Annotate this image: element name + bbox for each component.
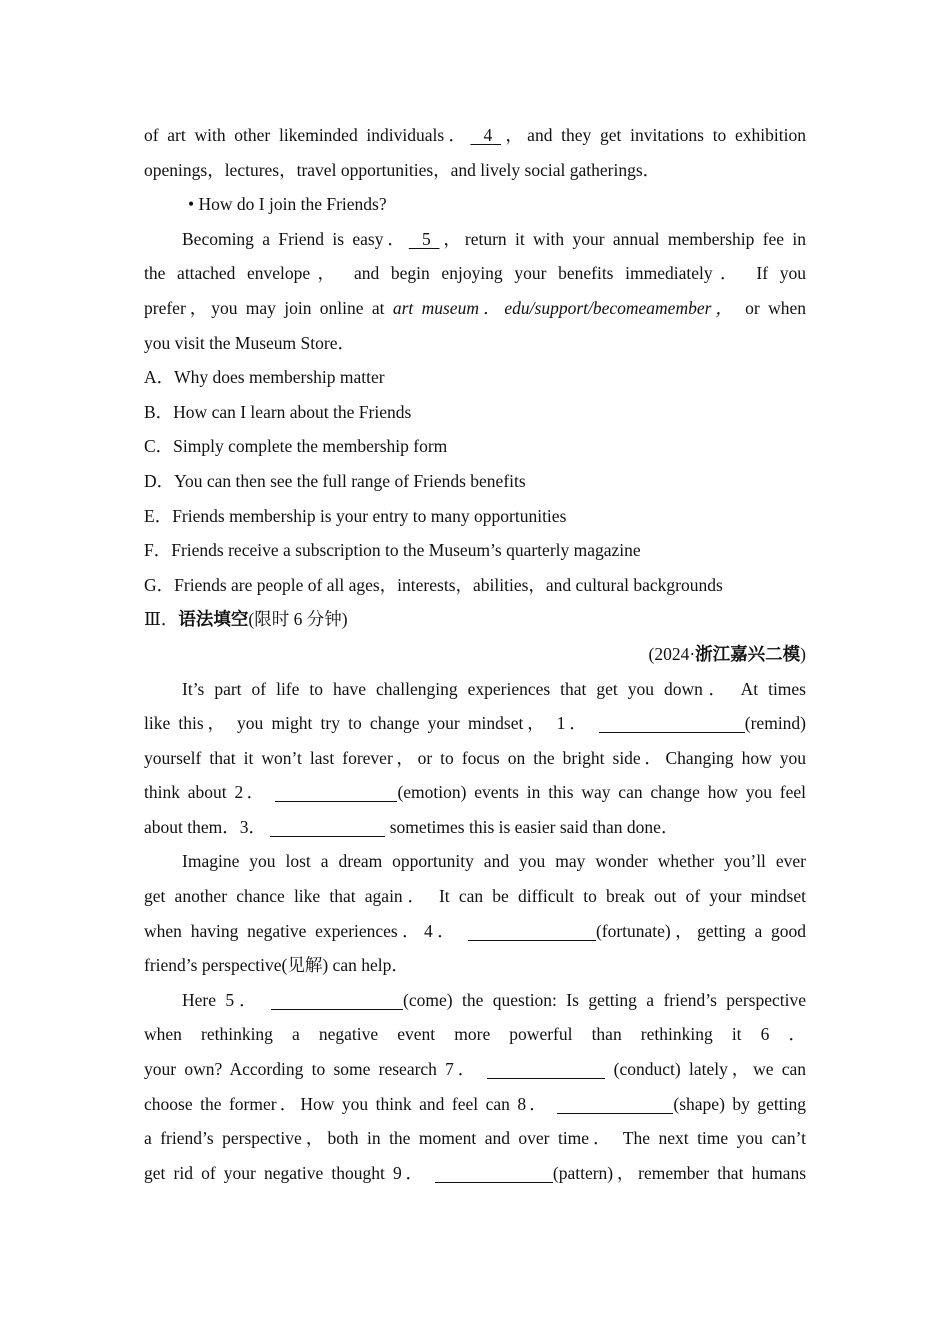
- text-run: It’s part of life to have challenging experiences that get you down． At times: [182, 678, 806, 699]
- passage-line: [144, 983, 806, 1018]
- passage-line: [144, 775, 806, 810]
- bullet-icon: •: [188, 194, 195, 215]
- source-exam: 浙江嘉兴二模: [695, 643, 801, 664]
- text-run: about them．3．: [144, 816, 266, 837]
- text-run: or when: [736, 297, 806, 318]
- text-run: (come) the question: Is getting a friend’s perspective: [403, 989, 806, 1010]
- text-run: you visit the Museum Store．: [144, 332, 355, 353]
- answer-blank-1[interactable]: [599, 712, 745, 733]
- text-run: (fortunate)，getting a good: [595, 920, 807, 941]
- option-a: A．Why does membership matter: [144, 367, 385, 388]
- text-run: ，return it with your annual membership fee in: [439, 228, 806, 249]
- text-run: openings，lectures，travel opportunities，and lively social gatherings．: [144, 159, 661, 180]
- answer-blank-4[interactable]: [468, 920, 596, 941]
- source-note: [144, 637, 806, 672]
- passage-line: [144, 810, 806, 845]
- text-run: Becoming a Friend is easy．: [182, 228, 409, 249]
- answer-blank-8[interactable]: [557, 1093, 673, 1114]
- option-b: B．How can I learn about the Friends: [144, 401, 412, 422]
- text-run: (pattern)，remember that humans: [552, 1162, 807, 1183]
- option-c: C．Simply complete the membership form: [144, 436, 448, 457]
- passage-line: [144, 672, 806, 707]
- text-run: get another chance like that again． It can be difficult to break out of your mindset: [144, 886, 806, 907]
- section-heading: [144, 602, 806, 637]
- text-run: like this， you might try to change your mindset， 1．: [144, 713, 591, 734]
- text-run: get rid of your negative thought 9．: [144, 1162, 427, 1183]
- source-close: ): [800, 643, 806, 664]
- passage-line: [144, 948, 806, 983]
- blank-number: 5: [421, 228, 431, 249]
- text-run: choose the former．How you think and feel can 8．: [144, 1093, 550, 1114]
- answer-blank-7[interactable]: [487, 1058, 605, 1079]
- passage-line: [144, 326, 806, 361]
- text-run: (remind): [744, 713, 807, 734]
- passage-line: [144, 118, 806, 153]
- bullet-text: How do I join the Friends?: [198, 194, 387, 215]
- passage-line: [144, 291, 806, 326]
- passage-line: [144, 1121, 806, 1156]
- text-run: when rethinking a negative event more powerful than rethinking it 6 ．: [144, 1024, 806, 1045]
- passage-line: [144, 256, 806, 291]
- passage-line: [144, 914, 806, 949]
- text-run: of art with other likeminded individuals．: [144, 125, 471, 145]
- section-number: Ⅲ．: [144, 609, 179, 630]
- answer-blank-9[interactable]: [435, 1162, 553, 1183]
- text-run: (shape) by getting: [673, 1093, 807, 1114]
- answer-blank-5: [409, 222, 440, 257]
- text-run: ，and they get invitations to exhibition: [501, 125, 806, 145]
- passage-line: [144, 879, 806, 914]
- passage-line: [144, 1087, 806, 1122]
- chinese-gloss: 见解: [287, 955, 323, 976]
- answer-blank-5[interactable]: [271, 989, 403, 1010]
- text-run: prefer，you may join online at: [144, 297, 393, 318]
- text-run: (conduct) lately，we can: [605, 1059, 807, 1080]
- text-run: ) can help．: [322, 955, 409, 976]
- text-run: think about 2．: [144, 782, 268, 803]
- passage-line: [144, 844, 806, 879]
- passage-line: [144, 222, 806, 257]
- text-run: sometimes this is easier said than done．: [385, 816, 679, 837]
- source-year: (2024·: [648, 643, 696, 664]
- section-title: 语法填空: [178, 609, 249, 630]
- text-run: (emotion) events in this way can change how you feel: [397, 782, 807, 803]
- option-g: G．Friends are people of all ages，interests，abilities，and cultural backgrounds: [144, 574, 723, 595]
- text-run: friend’s perspective(: [144, 955, 288, 976]
- option-e: E．Friends membership is your entry to many opportunities: [144, 505, 567, 526]
- answer-blank-3[interactable]: [270, 816, 385, 837]
- passage-line: [144, 1156, 806, 1191]
- text-run: the attached envelope， and begin enjoying your benefits immediately． If you: [144, 263, 806, 284]
- membership-url: art museum．edu/support/becomeamember，: [392, 297, 737, 318]
- time-limit: (限时 6 分钟): [248, 609, 348, 630]
- blank-number: 4: [483, 125, 493, 145]
- text-run: Here 5．: [182, 989, 262, 1010]
- bullet-heading: [144, 187, 806, 222]
- answer-blank-2[interactable]: [275, 781, 397, 802]
- answer-blank-4: [470, 118, 501, 153]
- text-run: Imagine you lost a dream opportunity and you may wonder whether you’ll ever: [182, 851, 806, 872]
- passage-line: [144, 706, 806, 741]
- passage-line: [144, 1017, 806, 1052]
- text-run: a friend’s perspective，both in the moment and over time． The next time you can’t: [144, 1128, 806, 1149]
- passage-line: [144, 741, 806, 776]
- option-d: D．You can then see the full range of Friends benefits: [144, 470, 526, 491]
- text-run: your own? According to some research 7．: [144, 1059, 480, 1080]
- text-run: when having negative experiences．4．: [144, 920, 460, 941]
- option-f: F．Friends receive a subscription to the Museum’s quarterly magazine: [144, 540, 641, 561]
- document-page: [144, 118, 806, 1190]
- passage-line: [144, 1052, 806, 1087]
- text-run: yourself that it won’t last forever，or to focus on the bright side．Changing how you: [144, 747, 806, 768]
- passage-line: [144, 153, 806, 188]
